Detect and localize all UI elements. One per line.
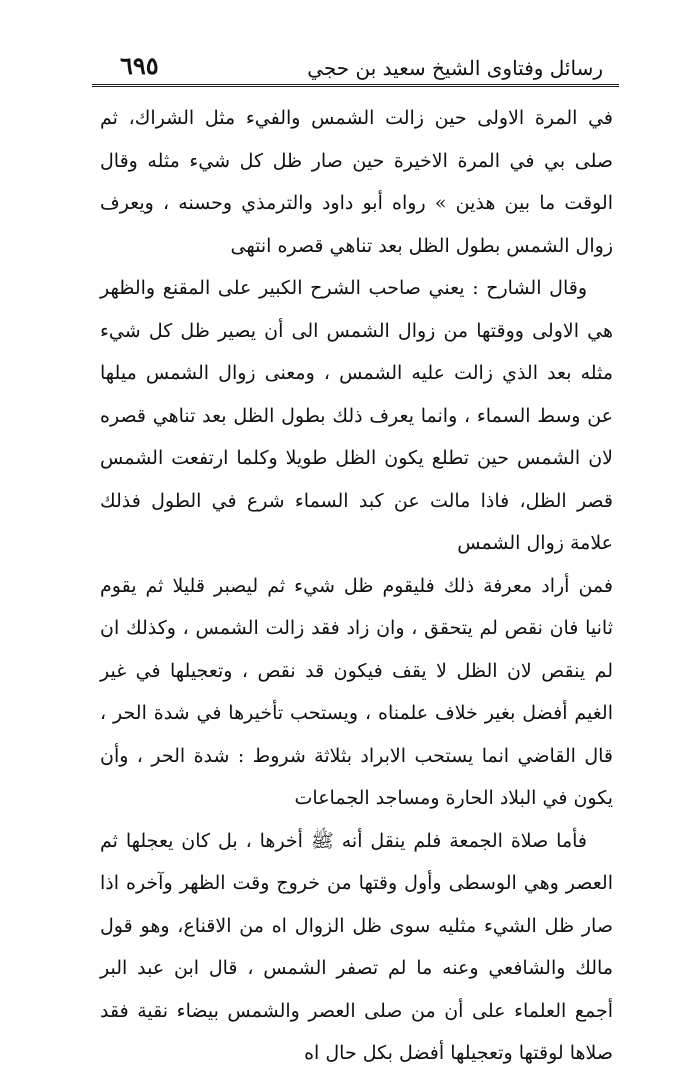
header-rule bbox=[92, 84, 619, 87]
paragraph-2: وقال الشارح : يعني صاحب الشرح الكبير على المقنع والظهر هي الاولى ووقتها من زوال الشمس الى أن يصير ظل كل شيء مثله بعد الذي زالت عليه الشمس ، ومعنى زوال الشمس ميلها عن وسط السماء ، وانما يعرف ذلك بطول الظل بعد تناهي قصره لان الشمس حين تطلع يكون الظل طويلا وكلما ارتفعت الشمس قصر الظل، فاذا مالت عن كبد السماء شرع في الطول فذلك علامة زوال الشمس bbox=[100, 277, 613, 554]
page-number: ٦٩٥ bbox=[120, 51, 159, 80]
running-title: رسائل وفتاوى الشيخ سعيد بن حجي bbox=[307, 56, 603, 80]
paragraph-4: فأما صلاة الجمعة فلم ينقل أنه ﷺ أخرها ، بل كان يعجلها ثم العصر وهي الوسطى وأول وقتها من خروج وقت الظهر وآخره اذا صار ظل الشيء مثليه سوى ظل الزوال اه من الاقناع، وهو قول مالك والشافعي وعنه ما لم تصفر الشمس ، قال ابن عبد البر أجمع العلماء على أن من صلى العصر والشمس بيضاء نقية فقد صلاها لوقتها وتعجيلها أفضل بكل حال اه bbox=[100, 829, 613, 1064]
page-header bbox=[100, 40, 613, 78]
paragraph-3: فمن أراد معرفة ذلك فليقوم ظل شيء ثم ليصبر قليلا ثم يقوم ثانيا فان نقص لم يتحقق ، وان زاد فقد زالت الشمس ، وكذلك ان لم ينقص لان الظل لا يقف فيكون قد نقص ، وتعجيلها في غير الغيم أفضل بغير خلاف علمناه ، ويستحب تأخيرها في شدة الحر ، قال القاضي انما يستحب الابراد بثلاثة شروط : شدة الحر ، وأن يكون في البلاد الحارة ومساجد الجماعات bbox=[100, 574, 613, 809]
paragraph-1: في المرة الاولى حين زالت الشمس والفيء مثل الشراك، ثم صلى بي في المرة الاخيرة حين صار ظل كل شيء مثله وقال الوقت ما بين هذين » رواه أبو داود والترمذي وحسنه ، ويعرف زوال الشمس بطول الظل بعد تناهي قصره انتهى bbox=[100, 107, 613, 257]
body-text bbox=[100, 97, 613, 1075]
